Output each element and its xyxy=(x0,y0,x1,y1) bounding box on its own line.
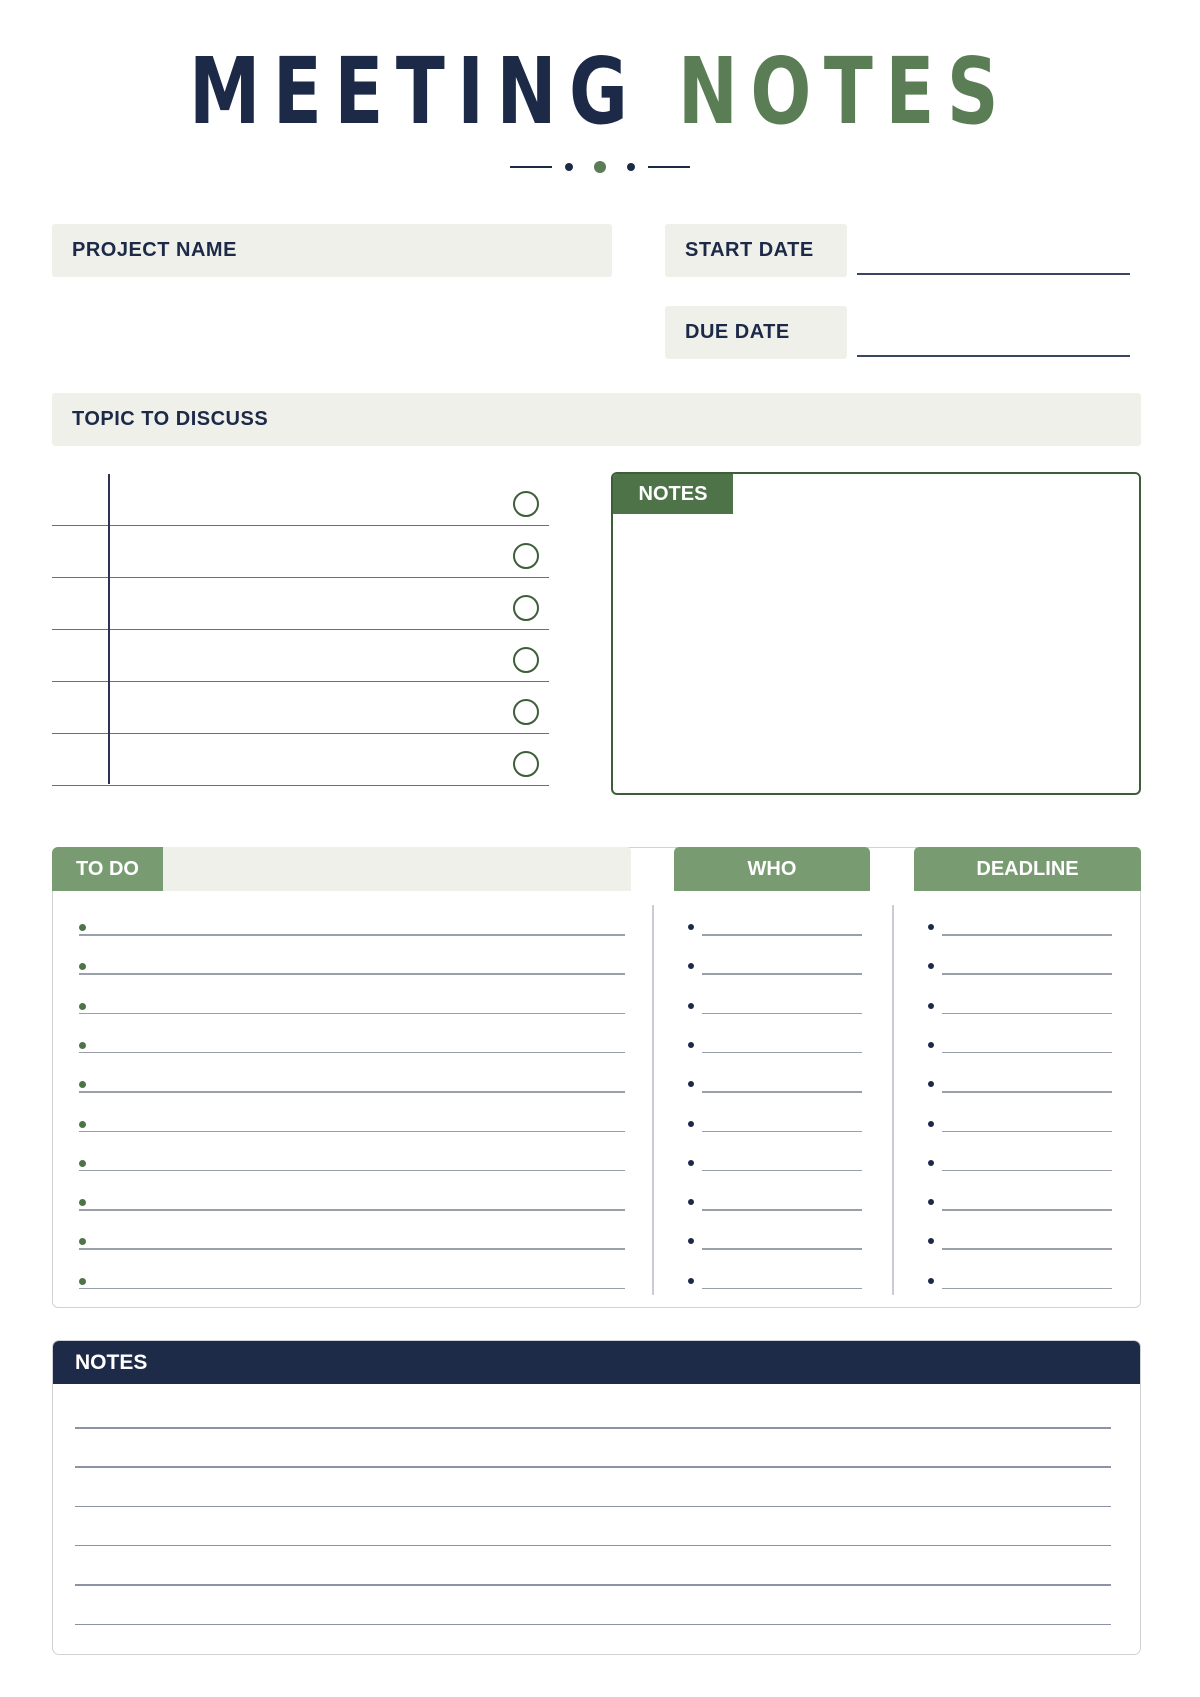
writing-line xyxy=(942,1170,1112,1172)
due-date-input-line[interactable] xyxy=(857,355,1130,357)
start-date-input-line[interactable] xyxy=(857,273,1130,275)
notes-line xyxy=(75,1466,1111,1468)
bullet-dot xyxy=(79,1278,86,1285)
writing-line xyxy=(942,934,1112,936)
bullet-dot xyxy=(79,924,86,931)
who-item[interactable] xyxy=(688,1085,862,1087)
checkbox-circle[interactable] xyxy=(513,543,539,569)
writing-line xyxy=(79,934,625,936)
writing-line xyxy=(702,1248,862,1250)
checkbox-circle[interactable] xyxy=(513,751,539,777)
bullet-dot xyxy=(928,1042,934,1048)
deadline-item[interactable] xyxy=(928,1125,1112,1127)
checkbox-circle[interactable] xyxy=(513,491,539,517)
notes-box[interactable] xyxy=(611,472,1141,795)
checkbox-circle[interactable] xyxy=(513,647,539,673)
writing-line xyxy=(702,934,862,936)
title-word-notes: NOTES xyxy=(677,38,1011,145)
checkbox-circle[interactable] xyxy=(513,595,539,621)
due-date-label-box xyxy=(665,306,847,359)
topic-field[interactable] xyxy=(52,393,1141,446)
topic-label: TOPIC TO DISCUSS xyxy=(72,408,269,430)
checkbox-circle[interactable] xyxy=(513,699,539,725)
bullet-dot xyxy=(79,963,86,970)
writing-line xyxy=(702,1091,862,1093)
who-item[interactable] xyxy=(688,1164,862,1166)
writing-line xyxy=(942,1013,1112,1015)
who-item[interactable] xyxy=(688,1007,862,1009)
writing-line xyxy=(702,973,862,975)
writing-line xyxy=(702,1170,862,1172)
notes-box-label: NOTES xyxy=(638,482,708,505)
notes-section[interactable] xyxy=(52,1340,1141,1655)
writing-line xyxy=(79,1248,625,1250)
deadline-item[interactable] xyxy=(928,1085,1112,1087)
todo-label: TO DO xyxy=(76,857,139,880)
bullet-dot xyxy=(79,1081,86,1088)
ornament-dot xyxy=(627,163,635,171)
writing-line xyxy=(942,1052,1112,1054)
topic-row[interactable] xyxy=(52,682,549,734)
deadline-label: DEADLINE xyxy=(976,857,1079,880)
deadline-item[interactable] xyxy=(928,967,1112,969)
bullet-dot xyxy=(79,1238,86,1245)
due-date-label: DUE DATE xyxy=(685,321,790,343)
bullet-dot xyxy=(928,1121,934,1127)
writing-line xyxy=(79,1052,625,1054)
writing-line xyxy=(79,1170,625,1172)
todo-item[interactable] xyxy=(79,1007,625,1009)
bullet-dot xyxy=(928,1003,934,1009)
start-date-label-box xyxy=(665,224,847,277)
todo-item[interactable] xyxy=(79,1085,625,1087)
topic-row[interactable] xyxy=(52,578,549,630)
bullet-dot xyxy=(688,1121,694,1127)
who-item[interactable] xyxy=(688,1125,862,1127)
who-item[interactable] xyxy=(688,1242,862,1244)
title-ornament xyxy=(510,160,690,174)
bullet-dot xyxy=(79,1003,86,1010)
deadline-item[interactable] xyxy=(928,1282,1112,1284)
writing-line xyxy=(942,1131,1112,1133)
writing-line xyxy=(942,1091,1112,1093)
todo-item[interactable] xyxy=(79,1046,625,1048)
writing-line xyxy=(79,973,625,975)
bullet-dot xyxy=(688,1199,694,1205)
topic-row[interactable] xyxy=(52,526,549,578)
column-divider xyxy=(892,905,894,1295)
deadline-item[interactable] xyxy=(928,1203,1112,1205)
bullet-dot xyxy=(688,1278,694,1284)
writing-line xyxy=(942,1248,1112,1250)
deadline-item[interactable] xyxy=(928,1007,1112,1009)
who-label: WHO xyxy=(747,857,797,880)
bullet-dot xyxy=(928,1081,934,1087)
bullet-dot xyxy=(928,924,934,930)
ornament-dot-center xyxy=(594,161,606,173)
topic-checklist xyxy=(52,474,549,785)
notes-section-label: NOTES xyxy=(75,1350,148,1374)
todo-item[interactable] xyxy=(79,967,625,969)
deadline-item[interactable] xyxy=(928,1046,1112,1048)
writing-line xyxy=(702,1013,862,1015)
project-name-label: PROJECT NAME xyxy=(72,239,237,261)
topic-row[interactable] xyxy=(52,734,549,786)
topic-row[interactable] xyxy=(52,474,549,526)
notes-line xyxy=(75,1506,1111,1508)
bullet-dot xyxy=(688,1042,694,1048)
writing-line xyxy=(702,1209,862,1211)
writing-line xyxy=(79,1209,625,1211)
who-item[interactable] xyxy=(688,1046,862,1048)
action-items-panel xyxy=(52,847,1141,1308)
ornament-line-right xyxy=(648,166,690,168)
todo-item[interactable] xyxy=(79,928,625,930)
bullet-dot xyxy=(928,1199,934,1205)
writing-line xyxy=(702,1052,862,1054)
bullet-dot xyxy=(688,963,694,969)
notes-line xyxy=(75,1584,1111,1586)
writing-line xyxy=(942,973,1112,975)
start-date-label: START DATE xyxy=(685,239,814,261)
who-header xyxy=(674,847,870,891)
todo-item[interactable] xyxy=(79,1203,625,1205)
title-word-meeting: MEETING xyxy=(188,38,641,145)
writing-line xyxy=(79,1091,625,1093)
ornament-dot xyxy=(565,163,573,171)
writing-line xyxy=(702,1131,862,1133)
notes-section-header xyxy=(53,1341,1140,1384)
who-item[interactable] xyxy=(688,928,862,930)
deadline-item[interactable] xyxy=(928,1242,1112,1244)
bullet-dot xyxy=(688,1003,694,1009)
todo-tab xyxy=(52,847,163,891)
bullet-dot xyxy=(79,1199,86,1206)
writing-line xyxy=(942,1209,1112,1211)
column-divider xyxy=(652,905,654,1295)
writing-line xyxy=(79,1131,625,1133)
notes-box-tab xyxy=(613,474,733,514)
deadline-item[interactable] xyxy=(928,928,1112,930)
writing-line xyxy=(942,1288,1112,1290)
bullet-dot xyxy=(688,1081,694,1087)
todo-item[interactable] xyxy=(79,1282,625,1284)
writing-line xyxy=(79,1288,625,1290)
notes-line xyxy=(75,1624,1111,1626)
topic-row[interactable] xyxy=(52,630,549,682)
todo-item[interactable] xyxy=(79,1242,625,1244)
notes-line xyxy=(75,1545,1111,1547)
who-item[interactable] xyxy=(688,1282,862,1284)
who-item[interactable] xyxy=(688,967,862,969)
todo-item[interactable] xyxy=(79,1125,625,1127)
topic-margin-line xyxy=(108,474,110,784)
bullet-dot xyxy=(928,1238,934,1244)
bullet-dot xyxy=(79,1160,86,1167)
bullet-dot xyxy=(928,1278,934,1284)
todo-item[interactable] xyxy=(79,1164,625,1166)
bullet-dot xyxy=(688,1238,694,1244)
deadline-item[interactable] xyxy=(928,1164,1112,1166)
bullet-dot xyxy=(688,924,694,930)
project-name-field[interactable] xyxy=(52,224,612,277)
who-item[interactable] xyxy=(688,1203,862,1205)
bullet-dot xyxy=(928,1160,934,1166)
bullet-dot xyxy=(688,1160,694,1166)
bullet-dot xyxy=(79,1042,86,1049)
writing-line xyxy=(702,1288,862,1290)
bullet-dot xyxy=(79,1121,86,1128)
bullet-dot xyxy=(928,963,934,969)
page-title xyxy=(132,38,1068,145)
ornament-line-left xyxy=(510,166,552,168)
writing-line xyxy=(79,1013,625,1015)
deadline-header xyxy=(914,847,1141,891)
notes-line xyxy=(75,1427,1111,1429)
